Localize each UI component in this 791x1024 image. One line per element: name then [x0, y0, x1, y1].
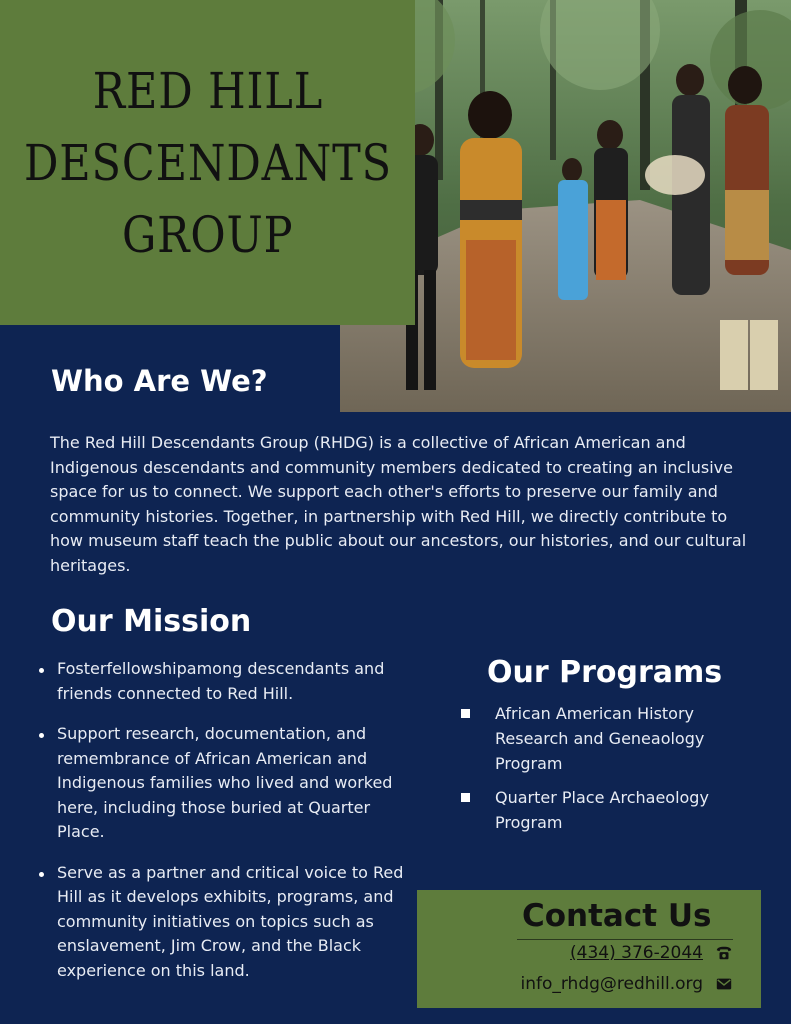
who-are-we-text: The Red Hill Descendants Group (RHDG) is a collective of African American and Indigenous descendants and community members dedicated to creating an inclusive space for us to connect. We support each other's efforts to preserve our family and community histories. Together, in partnership with Red Hill, we directly contribute to how museum staff teach the public about our ancestors, our histories, and our cultural heritages. [50, 433, 747, 575]
list-item: Serve as a partner and critical voice to Red Hill as it develops exhibits, programs, and community initiatives on topics such as enslavement, Jim Crow, and the Black experience on this land. [38, 861, 408, 984]
list-item: African American History Research and Geneaology Program [460, 701, 760, 776]
contact-box [417, 890, 761, 1008]
our-programs-heading: Our Programs [487, 655, 723, 690]
phone-icon [715, 944, 733, 962]
list-item: Fosterfellowshipamong descendants and friends connected to Red Hill. [38, 657, 408, 706]
programs-list [460, 701, 760, 844]
title-block [0, 0, 415, 325]
who-are-we-heading: Who Are We? [51, 364, 268, 398]
our-mission-heading: Our Mission [51, 604, 252, 639]
contact-divider [517, 939, 733, 940]
envelope-icon [715, 975, 733, 993]
phone-link[interactable]: (434) 376-2044 [570, 943, 703, 963]
title-line-2: DESCENDANTS [23, 133, 392, 192]
email-link[interactable]: info_rhdg@redhill.org [520, 974, 703, 994]
email-row[interactable] [520, 974, 733, 994]
phone-row[interactable] [570, 943, 733, 963]
title-line-1: RED HILL [92, 61, 323, 120]
mission-list [38, 657, 408, 999]
list-item: Quarter Place Archaeology Program [460, 785, 760, 835]
contact-heading: Contact Us [522, 898, 712, 934]
title-line-3: GROUP [121, 205, 294, 264]
list-item: Support research, documentation, and remembrance of African American and Indigenous families who lived and worked here, including those buried at Quarter Place. [38, 722, 408, 845]
